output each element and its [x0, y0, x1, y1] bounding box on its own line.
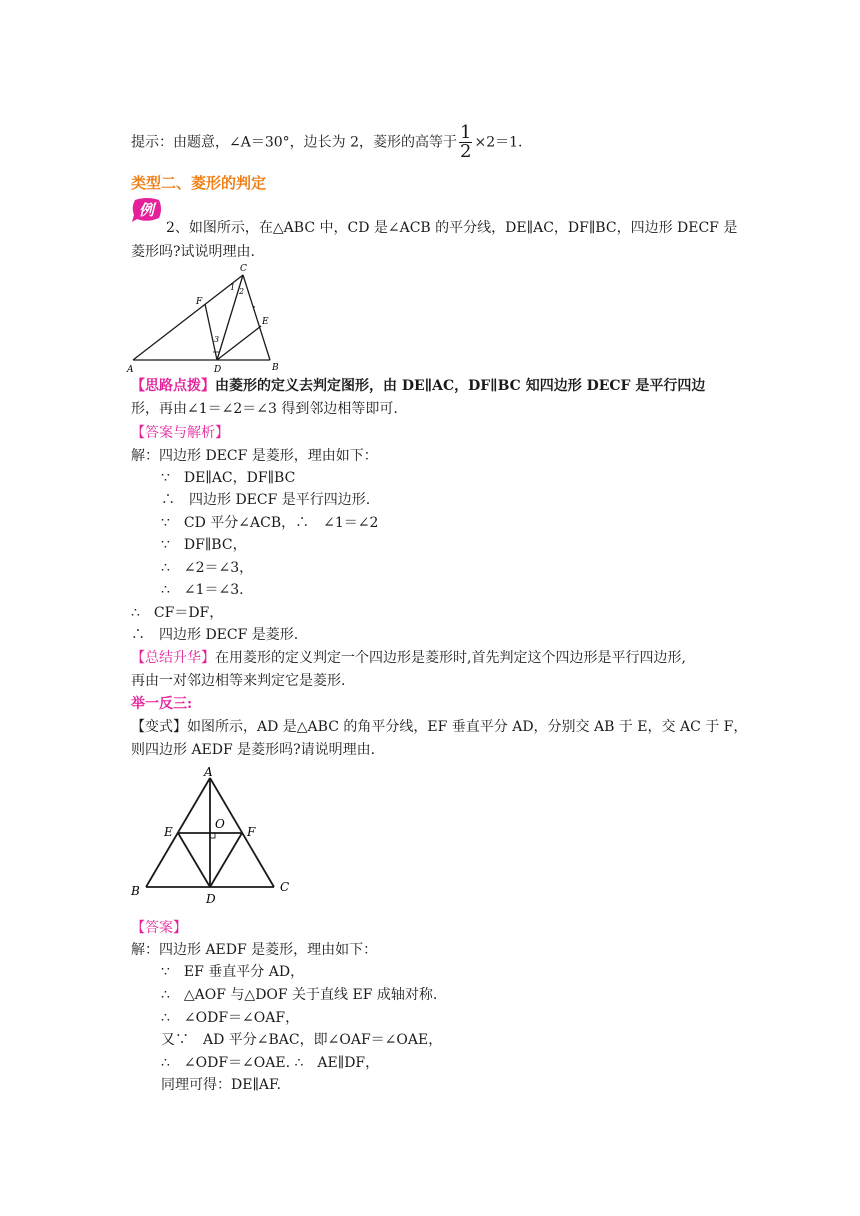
- figure-triangle-abc: [128, 262, 288, 374]
- hint-text-before: 提示：由题意，∠A＝30°，边长为 2，菱形的高等于: [131, 134, 458, 151]
- solution1-line: 解：四边形 DECF 是菱形，理由如下：: [131, 448, 378, 464]
- label-d: D: [206, 892, 216, 906]
- solution1-line: ∴ ∠1＝∠3.: [161, 582, 244, 598]
- label-angle-3: 3: [214, 335, 220, 344]
- fraction-numerator: 1: [460, 122, 472, 143]
- answer-heading: 【答案】: [131, 920, 187, 936]
- solution1-line: ∵ DF∥BC，: [161, 537, 247, 553]
- segment-ac: [133, 275, 243, 360]
- section-heading-type2: 类型二、菱形的判定: [131, 174, 267, 192]
- label-b: B: [272, 363, 279, 373]
- idea-line-2: 形，再由∠1＝∠2＝∠3 得到邻边相等即可.: [131, 401, 398, 417]
- figure-rhombus-aedf: [126, 764, 296, 908]
- example-line-1: 2、如图所示，在△ABC 中，CD 是∠ACB 的平分线，DE∥AC，DF∥BC，四边形 DECF 是: [166, 220, 738, 236]
- label-b: B: [131, 884, 140, 898]
- example-line-2: 菱形吗?试说明理由.: [131, 244, 255, 260]
- solution2-line: 解：四边形 AEDF 是菱形，理由如下：: [131, 942, 378, 958]
- hint-fraction: [459, 124, 472, 161]
- segment-de: [217, 326, 261, 360]
- solution1-line: ∵ DE∥AC，DF∥BC: [161, 470, 296, 486]
- solution2-line: 又∵ AD 平分∠BAC，即∠OAF＝∠OAE，: [161, 1032, 443, 1048]
- solution1-line: ∴ 四边形 DECF 是平行四边形.: [161, 492, 371, 508]
- label-a: A: [204, 765, 213, 779]
- practice-heading: 举一反三:: [131, 696, 193, 712]
- label-e: E: [164, 825, 173, 839]
- idea-text-1: 由菱形的定义去判定图形，由 DE∥AC，DF∥BC 知四边形 DECF 是平行四边: [215, 378, 706, 394]
- label-e: E: [262, 317, 269, 327]
- example-badge-icon: [131, 197, 163, 223]
- label-d: D: [214, 365, 222, 375]
- label-a: A: [127, 365, 134, 375]
- label-o: O: [215, 817, 225, 831]
- variant-line-1: 【变式】如图所示，AD 是△ABC 的角平分线，EF 垂直平分 AD，分别交 AB 于 E，交 AC 于 F，: [131, 719, 748, 735]
- solution2-line: ∴ ∠ODF＝∠OAE. ∴ AE∥DF，: [161, 1055, 380, 1071]
- example-badge-label: 例: [139, 201, 155, 219]
- variant-line-2: 则四边形 AEDF 是菱形吗?请说明理由.: [131, 742, 376, 758]
- solution1-line: ∴ 四边形 DECF 是菱形.: [131, 627, 299, 643]
- solution2-line: 同理可得：DE∥AF.: [161, 1077, 282, 1093]
- idea-tag: 【思路点拨】: [131, 378, 215, 394]
- summary-text-1: 在用菱形的定义判定一个四边形是菱形时,首先判定这个四边形是平行四边形,: [215, 650, 686, 666]
- summary-line-1: [131, 648, 686, 668]
- hint-line: [131, 124, 522, 161]
- solution2-line: ∵ EF 垂直平分 AD，: [161, 964, 305, 980]
- idea-line-1: [131, 376, 705, 396]
- fraction-denominator: 2: [460, 141, 472, 162]
- label-angle-2: 2: [239, 287, 245, 296]
- solution1-line: ∵ CD 平分∠ACB，∴ ∠1＝∠2: [161, 515, 379, 531]
- solution1-line: ∴ ∠2＝∠3，: [161, 560, 254, 576]
- label-angle-1: 1: [230, 283, 236, 292]
- answer-analysis-heading: 【答案与解析】: [131, 425, 229, 441]
- label-c: C: [240, 264, 247, 274]
- label-f: F: [196, 297, 203, 307]
- hint-text-after: ×2＝1.: [474, 134, 523, 151]
- solution2-line: ∴ ∠ODF＝∠OAF，: [161, 1010, 300, 1026]
- solution2-line: ∴ △AOF 与△DOF 关于直线 EF 成轴对称.: [161, 987, 438, 1003]
- segment-ed: [178, 833, 210, 887]
- label-c: C: [280, 880, 290, 894]
- summary-tag: 【总结升华】: [131, 650, 215, 666]
- solution1-line: ∴ CF＝DF，: [131, 605, 224, 621]
- segment-fd: [210, 833, 242, 887]
- summary-line-2: 再由一对邻边相等来判定它是菱形.: [131, 673, 346, 689]
- label-f: F: [247, 825, 256, 839]
